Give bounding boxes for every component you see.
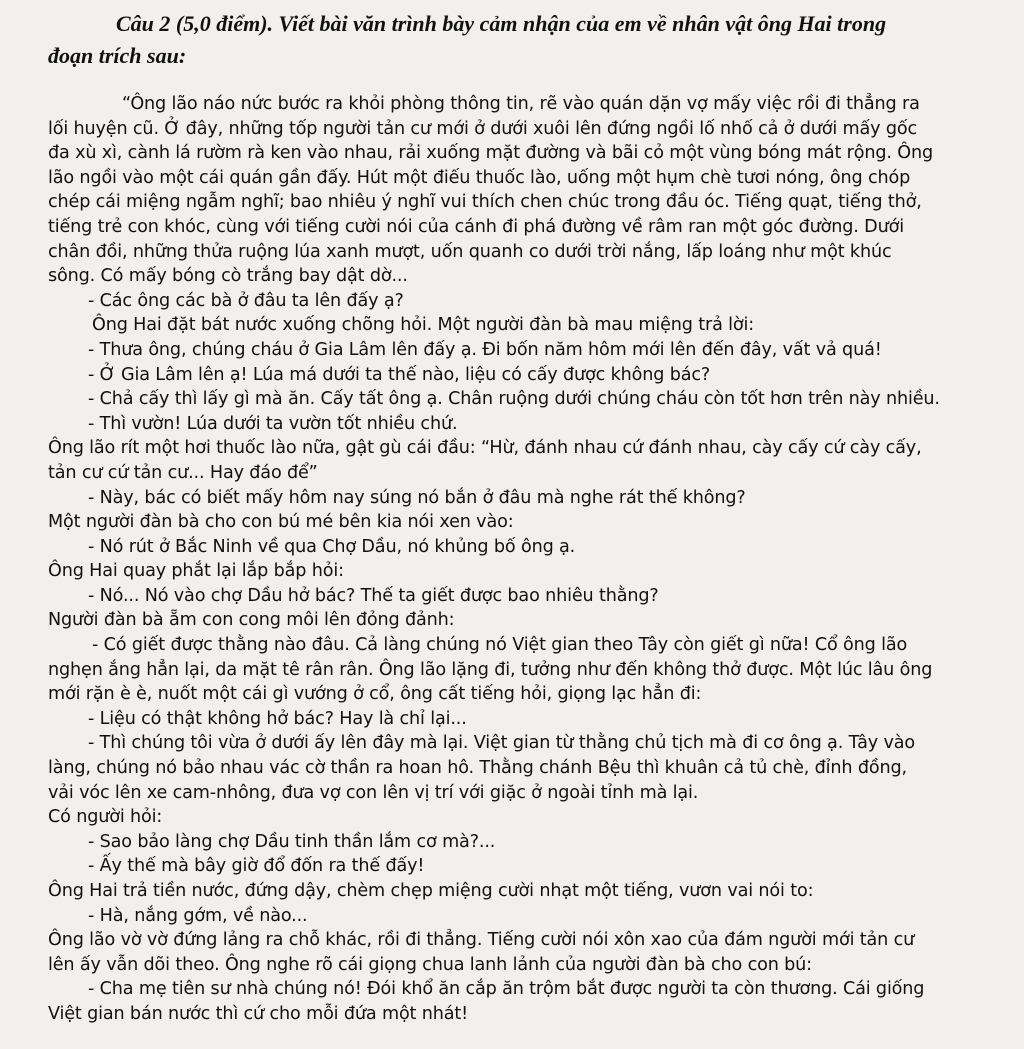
excerpt-text bbox=[48, 92, 978, 1027]
excerpt-line: lên ấy vẫn dõi theo. Ông nghe rõ cái giọng chua lanh lảnh của người đàn bà cho con bú: bbox=[48, 954, 812, 975]
excerpt-line: chân đồi, những thửa ruộng lúa xanh mượt, uốn quanh co dưới trời nắng, lấp loáng như một khúc bbox=[48, 241, 892, 262]
excerpt-line: Có người hỏi: bbox=[48, 807, 163, 828]
dialogue-line: - Thưa ông, chúng cháu ở Gia Lâm lên đấy ạ. Đi bốn năm hôm mới lên đến đây, vất vả quá! bbox=[88, 339, 882, 360]
dialogue-line: - Nó rút ở Bắc Ninh về qua Chợ Dầu, nó khủng bố ông ạ. bbox=[88, 536, 576, 557]
excerpt-line: tản cư cứ tản cư... Hay đáo để” bbox=[48, 462, 318, 483]
dialogue-line: - Các ông các bà ở đâu ta lên đấy ạ? bbox=[88, 290, 404, 311]
excerpt-line: tiếng trẻ con khóc, cùng với tiếng cười nói của cánh đi phá đường về râm ran một góc đường. Dưới bbox=[48, 216, 904, 237]
excerpt-line: “Ông lão náo nức bước ra khỏi phòng thông tin, rẽ vào quán dặn vợ mấy việc rồi đi thẳng ra bbox=[122, 94, 920, 114]
excerpt-line: lão ngồi vào một cái quán gần đấy. Hút một điếu thuốc lào, uống một hụm chè tươi nóng, ông chóp bbox=[48, 167, 911, 188]
dialogue-line: - Có giết được thằng nào đâu. Cả làng chúng nó Việt gian theo Tây còn giết gì nữa! Cổ ông lão bbox=[92, 635, 908, 656]
dialogue-line: - Ấy thế mà bây giờ đổ đốn ra thế đấy! bbox=[88, 856, 425, 877]
excerpt-line: chép cái miệng ngẫm nghĩ; bao nhiêu ý nghĩ vui thích chen chúc trong đầu óc. Tiếng quạt, tiếng thở, bbox=[48, 192, 922, 213]
dialogue-line: - Ở Gia Lâm lên ạ! Lúa má dưới ta thế nào, liệu có cấy được không bác? bbox=[88, 364, 711, 385]
excerpt-line: nghẹn ắng hẳn lại, da mặt tê rân rân. Ông lão lặng đi, tưởng như đến không thở được. Một lúc lâu ông bbox=[48, 659, 933, 680]
dialogue-line: - Nó... Nó vào chợ Dầu hở bác? Thế ta giết được bao nhiêu thằng? bbox=[88, 585, 659, 606]
dialogue-line: - Thì vườn! Lúa dưới ta vườn tốt nhiều chứ. bbox=[88, 413, 458, 434]
question-line-2: đoạn trích sau: bbox=[48, 43, 187, 68]
dialogue-line: - Sao bảo làng chợ Dầu tinh thần lắm cơ mà?... bbox=[88, 831, 496, 852]
dialogue-line: - Thì chúng tôi vừa ở dưới ấy lên đây mà lại. Việt gian từ thằng chủ tịch mà đi cơ ông ạ. Tây vào bbox=[88, 733, 915, 754]
question-heading bbox=[48, 8, 978, 72]
question-line-1: Câu 2 (5,0 điểm). Viết bài văn trình bày cảm nhận của em về nhân vật ông Hai trong bbox=[116, 11, 887, 36]
excerpt-line: đa xù xì, cành lá rườm rà ken vào nhau, rải xuống mặt đường và bãi cỏ một vùng bóng mát rộng. Ông bbox=[48, 143, 933, 164]
dialogue-line: - Cha mẹ tiên sư nhà chúng nó! Đói khổ ăn cắp ăn trộm bắt được người ta còn thương. Cái giống bbox=[88, 979, 925, 1000]
excerpt-line: Một người đàn bà cho con bú mé bên kia nói xen vào: bbox=[48, 512, 514, 533]
excerpt-line: làng, chúng nó bảo nhau vác cờ thần ra hoan hô. Thằng chánh Bệu thì khuân cả tủ chè, đỉnh đồng, bbox=[48, 758, 907, 779]
excerpt-line: lối huyện cũ. Ở đây, những tốp người tản cư mới ở dưới xuôi lên đứng ngồi lố nhố cả ở dưới mấy gốc bbox=[48, 118, 918, 139]
dialogue-line: - Hà, nắng gớm, về nào... bbox=[88, 905, 308, 926]
excerpt-line: vải vóc lên xe cam-nhông, đưa vợ con lên vị trí với giặc ở ngoài tỉnh mà lại. bbox=[48, 782, 699, 803]
excerpt-line: mới rặn è è, nuốt một cái gì vướng ở cổ, ông cất tiếng hỏi, giọng lạc hẳn đi: bbox=[48, 684, 702, 705]
excerpt-line: Ông lão rít một hơi thuốc lào nữa, gật gù cái đầu: “Hừ, đánh nhau cứ đánh nhau, cày cấy cứ cày cấy, bbox=[48, 438, 922, 459]
dialogue-line: - Này, bác có biết mấy hôm nay súng nó bắn ở đâu mà nghe rát thế không? bbox=[88, 487, 746, 508]
excerpt-line: sông. Có mấy bóng cò trắng bay dật dờ... bbox=[48, 266, 408, 287]
excerpt-line: Ông Hai quay phắt lại lắp bắp hỏi: bbox=[48, 561, 344, 582]
excerpt-line: Việt gian bán nước thì cứ cho mỗi đứa một nhát! bbox=[48, 1003, 469, 1024]
dialogue-line: - Liệu có thật không hở bác? Hay là chỉ lại... bbox=[88, 708, 467, 729]
excerpt-line: Người đàn bà ẵm con cong môi lên đỏng đảnh: bbox=[48, 610, 455, 631]
dialogue-line: - Chả cấy thì lấy gì mà ăn. Cấy tất ông ạ. Chân ruộng dưới chúng cháu còn tốt hơn trên này nhiều. bbox=[88, 389, 940, 410]
excerpt-line: Ông Hai trả tiền nước, đứng dậy, chèm chẹp miệng cười nhạt một tiếng, vươn vai nói to: bbox=[48, 881, 814, 901]
excerpt-line: Ông lão vờ vờ đứng lảng ra chỗ khác, rồi đi thẳng. Tiếng cười nói xôn xao của đám người mới tản cư bbox=[48, 930, 915, 951]
excerpt-line: Ông Hai đặt bát nước xuống chõng hỏi. Một người đàn bà mau miệng trả lời: bbox=[92, 315, 755, 336]
